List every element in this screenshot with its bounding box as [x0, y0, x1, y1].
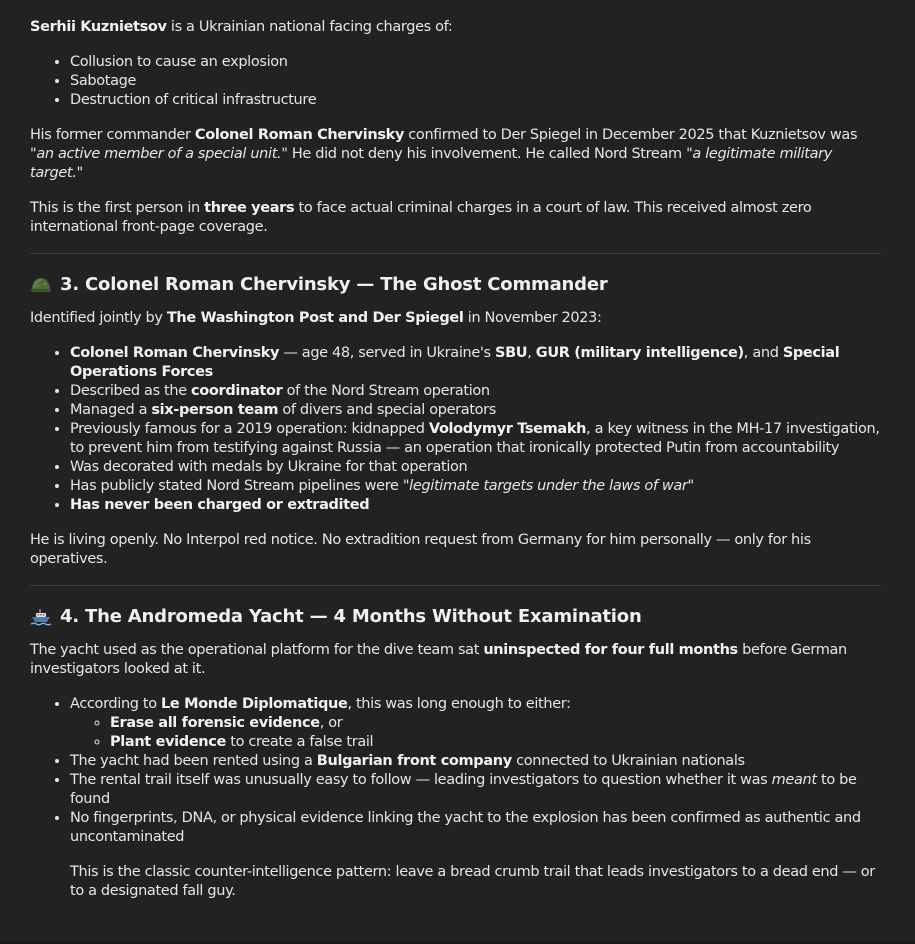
section-3-outro: He is living openly. No Interpol red notice. No extradition request from Germany for him personally — only for his operatives. [30, 532, 811, 567]
list-item: • The yacht had been rented using a Bulgarian front company connected to Ukrainian nationals [70, 752, 881, 771]
chervinsky-list [30, 344, 881, 515]
list-item: • The rental trail itself was unusually easy to follow — leading investigators to question whether it was meant to be found [70, 771, 881, 809]
list-item: • Described as the coordinator of the Nord Stream operation [70, 382, 881, 401]
list-item: ◦ Plant evidence to create a false trail [110, 733, 881, 752]
section-divider [30, 253, 881, 254]
section-4-title: 4. The Andromeda Yacht — 4 Months Without Examination [60, 606, 642, 627]
andromeda-list [30, 695, 881, 901]
list-item: • Destruction of critical infrastructure [70, 91, 881, 110]
section-3-title: 3. Colonel Roman Chervinsky — The Ghost Commander [60, 274, 608, 295]
military-helmet-icon [30, 275, 52, 295]
ship-icon [30, 607, 52, 627]
section-divider [30, 585, 881, 586]
list-item: • Has never been charged or extradited [70, 496, 881, 515]
list-item: • Has publicly stated Nord Stream pipelines were "legitimate targets under the laws of war" [70, 477, 881, 496]
list-item: • Was decorated with medals by Ukraine for that operation [70, 458, 881, 477]
section-3-heading [30, 273, 881, 297]
commander-paragraph: His former commander Colonel Roman Chervinsky confirmed to Der Spiegel in December 2025 that Kuznietsov was "an active member of a special unit." He did not deny his involvement. He called Nord Stream "a legitimate military target." [30, 127, 858, 181]
section-4-intro: The yacht used as the operational platform for the dive team sat uninspected for four full months before German investigators looked at it. [30, 642, 847, 677]
section-4-heading [30, 605, 881, 629]
list-item: ◦ Erase all forensic evidence, or [110, 714, 881, 733]
list-item: • Collusion to cause an explosion [70, 53, 881, 72]
list-item: • Sabotage [70, 72, 881, 91]
sub-list [70, 714, 881, 752]
section-3-intro: Identified jointly by The Washington Post and Der Spiegel in November 2023: [30, 310, 602, 326]
charges-list [30, 53, 881, 110]
counter-intel-note: This is the classic counter-intelligence pattern: leave a bread crumb trail that leads investigators to a dead end — or to a designated fall guy. [70, 864, 875, 899]
list-item: • Managed a six-person team of divers and special operators [70, 401, 881, 420]
list-item: • According to Le Monde Diplomatique, this was long enough to either: ◦ Erase all forensic evidence, or ◦ Plant evidence to create a false trail [70, 695, 881, 752]
list-item: • Previously famous for a 2019 operation: kidnapped Volodymyr Tsemakh, a key witness in the MH-17 investigation, to prevent him from testifying against Russia — an operation that ironically protected Putin from accountability [70, 420, 881, 458]
list-item: • Colonel Roman Chervinsky — age 48, served in Ukraine's SBU, GUR (military intelligence), and Special Operations Forces [70, 344, 881, 382]
list-item: • No fingerprints, DNA, or physical evidence linking the yacht to the explosion has been confirmed as authentic and uncontaminated This is the classic counter-intelligence pattern: leave a bread crumb trail that leads investigators to a dead end — or to a designated fall guy. [70, 809, 881, 901]
first-person-paragraph: This is the first person in three years to face actual criminal charges in a court of law. This received almost zero international front-page coverage. [30, 200, 812, 235]
charges-intro: Serhii Kuznietsov is a Ukrainian national facing charges of: [30, 19, 453, 35]
